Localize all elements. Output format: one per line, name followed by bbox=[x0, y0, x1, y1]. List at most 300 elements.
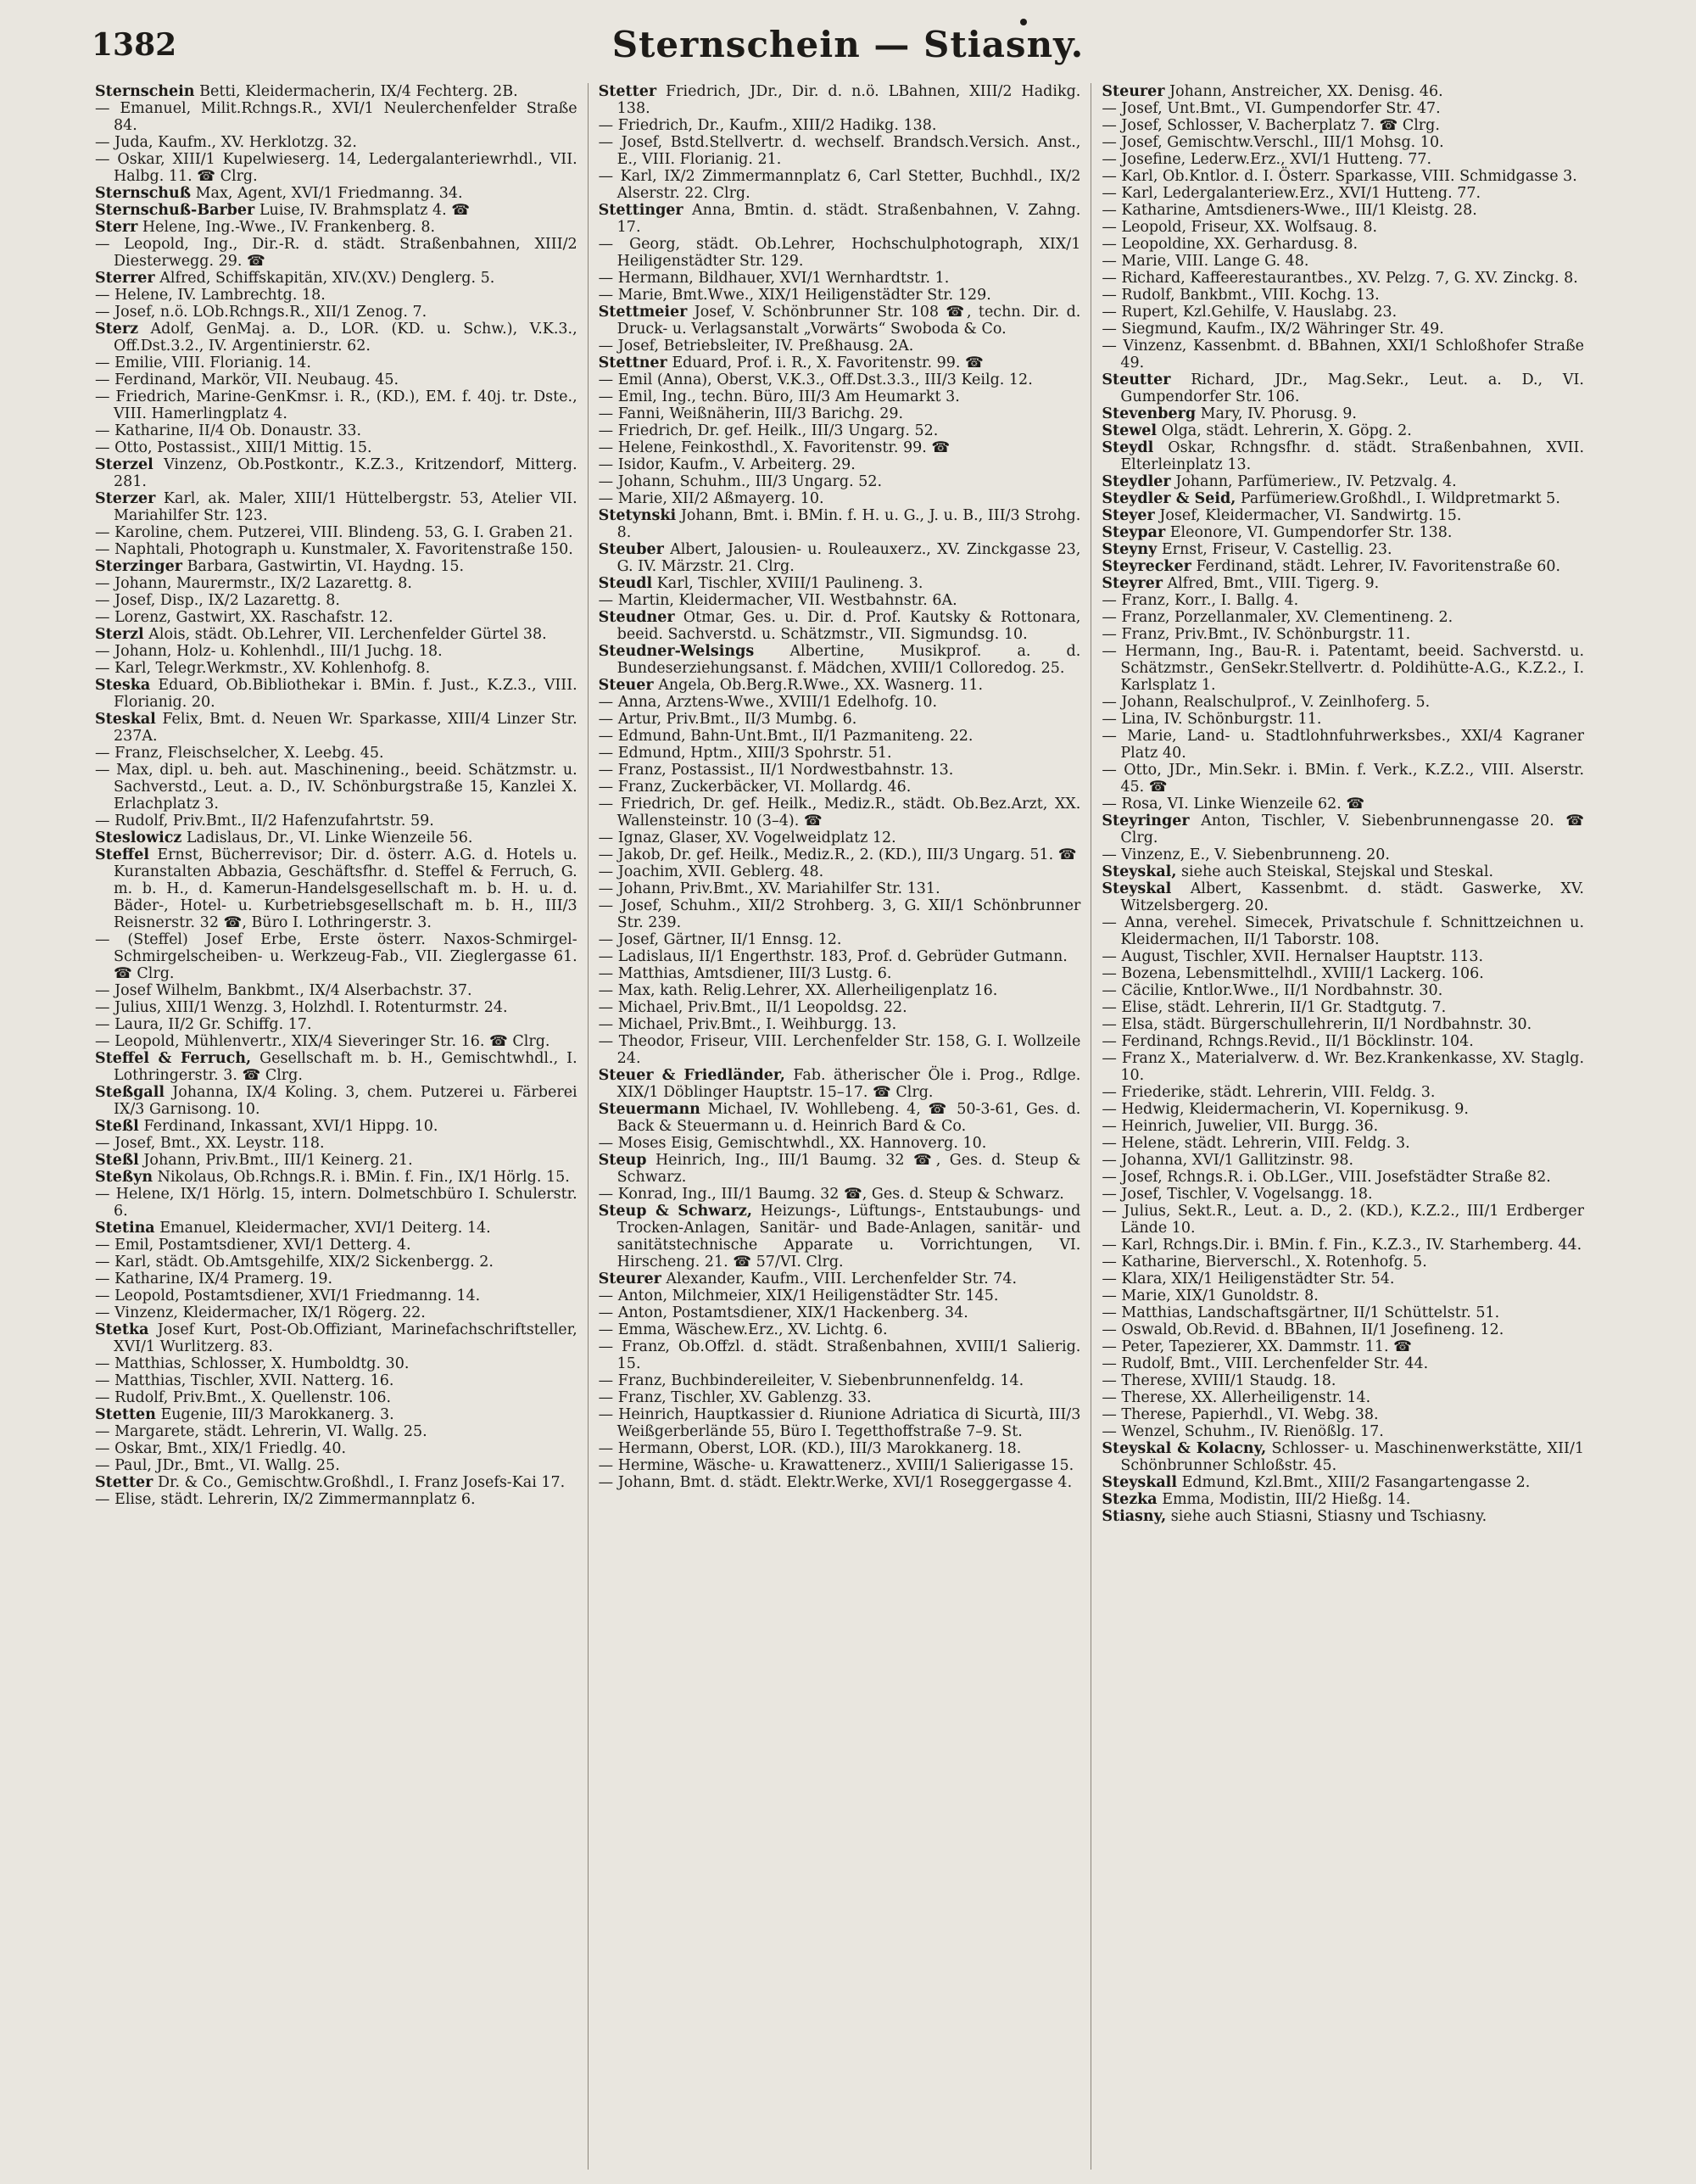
directory-entry bbox=[599, 762, 1081, 779]
entry-surname: Sterr bbox=[95, 219, 138, 236]
directory-entry bbox=[1102, 1203, 1584, 1237]
entry-surname: Steyer bbox=[1102, 507, 1155, 524]
directory-entry bbox=[1102, 117, 1584, 134]
directory-column-2 bbox=[588, 83, 1091, 2170]
directory-entry bbox=[599, 1203, 1081, 1271]
directory-entry bbox=[1102, 846, 1584, 863]
entry-surname: Steudl bbox=[598, 575, 653, 592]
entry-surname: Stetter bbox=[95, 1474, 153, 1491]
entry-details: — Johann, Priv.Bmt., XV. Mariahilfer Str. 131. bbox=[598, 880, 940, 897]
directory-entry bbox=[95, 541, 577, 558]
directory-entry bbox=[1102, 948, 1584, 965]
entry-details: Johanna, IX/4 Koling. 3, chem. Putzerei u. Färberei IX/3 Garnisong. 10. bbox=[114, 1084, 577, 1118]
page-number: 1382 bbox=[92, 27, 177, 63]
entry-details: — Theodor, Friseur, VIII. Lerchenfelder Str. 158, G. I. Wollzeile 24. bbox=[598, 1033, 1081, 1067]
directory-entry bbox=[95, 1033, 577, 1050]
entry-details: — Therese, XVIII/1 Staudg. 18. bbox=[1102, 1372, 1336, 1389]
entry-surname: Stettner bbox=[598, 355, 667, 371]
entry-details: — Max, dipl. u. beh. aut. Maschinening., beeid. Schätzmstr. u. Sachverstd., Leut. a. D., IV. Schönburgstraße 15, Kanzlei X. Erlachplatz 3. bbox=[95, 762, 577, 813]
entry-details: — Konrad, Ing., III/1 Baumg. 32 ☎, Ges. d. Steup & Schwarz. bbox=[598, 1186, 1064, 1203]
entry-details: — Rudolf, Priv.Bmt., II/2 Hafenzufahrtstr. 59. bbox=[95, 813, 434, 829]
directory-entry bbox=[599, 846, 1081, 863]
entry-surname: Stezka bbox=[1102, 1491, 1158, 1508]
directory-entry bbox=[95, 931, 577, 982]
directory-entry bbox=[599, 677, 1081, 694]
entry-details: — Cäcilie, Kntlor.Wwe., II/1 Nordbahnstr. 30. bbox=[1102, 982, 1443, 999]
entry-surname: Steup & Schwarz, bbox=[598, 1203, 752, 1220]
directory-entry bbox=[599, 134, 1081, 168]
entry-details: — (Steffel) Josef Erbe, Erste österr. Naxos-Schmirgel-Schmirgelscheiben- u. Werkzeug-Fab., VII. Zieglergasse 61. ☎ Clrg. bbox=[95, 931, 577, 982]
directory-entry bbox=[1102, 711, 1584, 728]
entry-details: — Karl, städt. Ob.Amtsgehilfe, XIX/2 Sickenbergg. 2. bbox=[95, 1254, 494, 1271]
directory-entry bbox=[1102, 168, 1584, 185]
directory-entry bbox=[1102, 1423, 1584, 1440]
entry-details: Barbara, Gastwirtin, VI. Haydng. 15. bbox=[187, 558, 465, 575]
directory-entry bbox=[1102, 1237, 1584, 1254]
entry-surname: Steßl bbox=[95, 1152, 139, 1169]
directory-column-3 bbox=[1091, 83, 1594, 2170]
entry-details: — Emilie, VIII. Florianig. 14. bbox=[95, 355, 311, 371]
entry-details: Josef Kurt, Post-Ob.Offiziant, Marinefachschriftsteller, XVI/1 Wurlitzerg. 83. bbox=[114, 1321, 577, 1355]
entry-details: Anton, Tischler, V. Siebenbrunnengasse 20. ☎ Clrg. bbox=[1120, 813, 1584, 846]
directory-entry bbox=[95, 1355, 577, 1372]
directory-columns bbox=[85, 83, 1594, 2170]
entry-surname: Steydl bbox=[1102, 439, 1154, 456]
directory-entry bbox=[599, 982, 1081, 999]
entry-details: Gesellschaft m. b. H., Gemischtwhdl., I. Lothringerstr. 3. ☎ Clrg. bbox=[114, 1050, 577, 1084]
directory-entry bbox=[95, 456, 577, 490]
entry-details: — Klara, XIX/1 Heiligenstädter Str. 54. bbox=[1102, 1271, 1395, 1287]
entry-details: Emanuel, Kleidermacher, XVI/1 Deiterg. 14. bbox=[159, 1220, 491, 1237]
entry-details: Angela, Ob.Berg.R.Wwe., XX. Wasnerg. 11. bbox=[658, 677, 984, 694]
directory-entry bbox=[95, 1084, 577, 1118]
directory-entry bbox=[95, 1118, 577, 1135]
entry-surname: Stewel bbox=[1102, 422, 1158, 439]
entry-surname: Stettmeier bbox=[598, 304, 688, 321]
directory-entry bbox=[1102, 1440, 1584, 1474]
entry-details: — Marie, Land- u. Stadtlohnfuhrwerksbes., XXI/4 Kagraner Platz 40. bbox=[1102, 728, 1585, 762]
directory-entry bbox=[95, 1237, 577, 1254]
entry-details: Emma, Modistin, III/2 Hießg. 14. bbox=[1162, 1491, 1411, 1508]
directory-entry bbox=[1102, 371, 1584, 405]
directory-entry bbox=[95, 575, 577, 592]
entry-surname: Steurer bbox=[598, 1271, 661, 1287]
directory-entry bbox=[95, 134, 577, 151]
entry-details: — Josef Wilhelm, Bankbmt., IX/4 Alserbachstr. 37. bbox=[95, 982, 472, 999]
entry-details: — Josef, Betriebsleiter, IV. Preßhausg. 2A. bbox=[598, 338, 914, 355]
directory-entry bbox=[95, 304, 577, 321]
directory-entry bbox=[1102, 914, 1584, 948]
entry-surname: Steyskal & Kolacny, bbox=[1102, 1440, 1267, 1457]
directory-entry bbox=[95, 982, 577, 999]
directory-entry bbox=[95, 371, 577, 388]
entry-details: Olga, städt. Lehrerin, X. Göpg. 2. bbox=[1161, 422, 1412, 439]
entry-details: — Friederike, städt. Lehrerin, VIII. Feldg. 3. bbox=[1102, 1084, 1436, 1101]
entry-surname: Sterzl bbox=[95, 626, 144, 643]
entry-surname: Sternschuß-Barber bbox=[95, 202, 255, 219]
entry-details: — Johann, Realschulprof., V. Zeinlhoferg. 5. bbox=[1102, 694, 1431, 711]
entry-surname: Steßl bbox=[95, 1118, 139, 1135]
entry-details: — Katharine, IX/4 Pramerg. 19. bbox=[95, 1271, 333, 1287]
entry-details: — Julius, Sekt.R., Leut. a. D., 2. (KD.), K.Z.2., III/1 Erdberger Lände 10. bbox=[1102, 1203, 1585, 1237]
entry-surname: Steurer bbox=[1102, 83, 1165, 100]
directory-entry bbox=[599, 338, 1081, 355]
directory-entry bbox=[1102, 1169, 1584, 1186]
entry-surname: Steffel bbox=[95, 846, 150, 863]
entry-details: — Juda, Kaufm., XV. Herklotzg. 32. bbox=[95, 134, 357, 151]
directory-entry bbox=[95, 762, 577, 813]
entry-details: — Josef, Gemischtw.Verschl., III/1 Mohsg. 10. bbox=[1102, 134, 1444, 151]
entry-details: — Marie, VIII. Lange G. 48. bbox=[1102, 253, 1309, 270]
directory-entry bbox=[599, 287, 1081, 304]
entry-details: — Matthias, Amtsdiener, III/3 Lustg. 6. bbox=[598, 965, 892, 982]
directory-entry bbox=[1102, 1135, 1584, 1152]
directory-entry bbox=[95, 1254, 577, 1271]
entry-details: — Anna, Arztens-Wwe., XVIII/1 Edelhofg. 10. bbox=[598, 694, 938, 711]
entry-details: — Elise, städt. Lehrerin, IX/2 Zimmermannplatz 6. bbox=[95, 1491, 476, 1508]
entry-details: Helene, Ing.-Wwe., IV. Frankenberg. 8. bbox=[142, 219, 436, 236]
entry-details: — Anna, verehel. Simecek, Privatschule f. Schnittzeichnen u. Kleidermachen, II/1 Taborstr. 108. bbox=[1102, 914, 1585, 948]
directory-entry bbox=[95, 745, 577, 762]
directory-entry bbox=[1102, 321, 1584, 338]
directory-entry bbox=[599, 202, 1081, 236]
entry-details: — Rudolf, Bmt., VIII. Lerchenfelder Str. 44. bbox=[1102, 1355, 1429, 1372]
entry-details: Edmund, Kzl.Bmt., XIII/2 Fasangartengasse 2. bbox=[1181, 1474, 1531, 1491]
entry-details: Josef, V. Schönbrunner Str. 108 ☎, techn. Dir. d. Druck- u. Verlagsanstalt „Vorwärts“ Swoboda & Co. bbox=[616, 304, 1081, 338]
entry-surname: Steuermann bbox=[598, 1101, 700, 1118]
directory-entry bbox=[1102, 253, 1584, 270]
entry-details: — Josefine, Lederw.Erz., XVI/1 Hutteng. 77. bbox=[1102, 151, 1432, 168]
entry-surname: Steyskal bbox=[1102, 880, 1172, 897]
directory-entry bbox=[95, 1389, 577, 1406]
directory-entry bbox=[599, 1474, 1081, 1491]
directory-entry bbox=[599, 1152, 1081, 1186]
directory-entry bbox=[95, 287, 577, 304]
directory-entry bbox=[1102, 1474, 1584, 1491]
entry-details: — Katharine, Amtsdieners-Wwe., III/1 Kleistg. 28. bbox=[1102, 202, 1477, 219]
entry-details: — Franz, Fleischselcher, X. Leebg. 45. bbox=[95, 745, 384, 762]
entry-surname: Steypar bbox=[1102, 524, 1166, 541]
directory-entry bbox=[95, 185, 577, 202]
directory-entry bbox=[599, 745, 1081, 762]
directory-entry bbox=[1102, 1355, 1584, 1372]
directory-entry bbox=[1102, 185, 1584, 202]
entry-details: — Therese, Papierhdl., VI. Webg. 38. bbox=[1102, 1406, 1379, 1423]
entry-surname: Steyny bbox=[1102, 541, 1158, 558]
entry-details: Eduard, Ob.Bibliothekar i. BMin. f. Just., K.Z.3., VIII. Florianig. 20. bbox=[114, 677, 577, 711]
entry-details: — Paul, JDr., Bmt., VI. Wallg. 25. bbox=[95, 1457, 340, 1474]
directory-entry bbox=[95, 813, 577, 829]
directory-entry bbox=[95, 524, 577, 541]
directory-entry bbox=[95, 1050, 577, 1084]
directory-entry bbox=[599, 1338, 1081, 1372]
entry-details: — Naphtali, Photograph u. Kunstmaler, X. Favoritenstraße 150. bbox=[95, 541, 573, 558]
entry-surname: Stettinger bbox=[598, 202, 683, 219]
entry-details: Adolf, GenMaj. a. D., LOR. (KD. u. Schw.), V.K.3., Off.Dst.3.2., IV. Argentinierstr. 62. bbox=[114, 321, 577, 355]
directory-entry bbox=[599, 1389, 1081, 1406]
directory-entry bbox=[1102, 1508, 1584, 1525]
directory-entry bbox=[599, 1440, 1081, 1457]
directory-entry bbox=[95, 100, 577, 134]
directory-entry bbox=[95, 660, 577, 677]
directory-entry bbox=[599, 1321, 1081, 1338]
entry-details: — Franz, Porzellanmaler, XV. Clementineng. 2. bbox=[1102, 609, 1453, 626]
directory-entry bbox=[599, 897, 1081, 931]
entry-details: — Franz, Priv.Bmt., IV. Schönburgstr. 11. bbox=[1102, 626, 1411, 643]
entry-surname: Steskal bbox=[95, 711, 156, 728]
directory-entry bbox=[95, 355, 577, 371]
entry-details: — Leopoldine, XX. Gerhardusg. 8. bbox=[1102, 236, 1358, 253]
directory-entry bbox=[1102, 643, 1584, 694]
directory-entry bbox=[599, 405, 1081, 422]
directory-entry bbox=[1102, 405, 1584, 422]
entry-details: — Helene, IV. Lambrechtg. 18. bbox=[95, 287, 326, 304]
directory-entry bbox=[95, 1457, 577, 1474]
entry-details: Fab. ätherischer Öle i. Prog., Rdlge. XIX/1 Döblinger Hauptstr. 15–17. ☎ Clrg. bbox=[616, 1067, 1081, 1101]
directory-entry bbox=[95, 999, 577, 1016]
directory-entry bbox=[95, 1423, 577, 1440]
entry-surname: Steutter bbox=[1102, 371, 1171, 388]
directory-entry bbox=[599, 1372, 1081, 1389]
entry-details: Albert, Kassenbmt. d. städt. Gaswerke, XV. Witzelsbergerg. 20. bbox=[1120, 880, 1584, 914]
directory-entry bbox=[95, 388, 577, 422]
entry-surname: Sternschuß bbox=[95, 185, 192, 202]
entry-details: Ernst, Friseur, V. Castellig. 23. bbox=[1161, 541, 1392, 558]
directory-entry bbox=[1102, 626, 1584, 643]
directory-entry bbox=[95, 1406, 577, 1423]
entry-details: — Michael, Priv.Bmt., II/1 Leopoldsg. 22. bbox=[598, 999, 907, 1016]
entry-details: — Oskar, Bmt., XIX/1 Friedlg. 40. bbox=[95, 1440, 347, 1457]
entry-details: Ernst, Bücherrevisor; Dir. d. österr. A.G. d. Hotels u. Kuranstalten Abbazia, Geschäftsfhr. d. Steffel & Ferruch, G. m. b. H., d. Kamerun-Handelsgesellschaft m. b. H. u. d. Bäder-, Hotel- u. Kurbetriebsgesellschaft m. b. H., III/3 Reisnerstr. 32 ☎, Büro I. Lothringerstr. 3. bbox=[114, 846, 577, 931]
directory-entry bbox=[95, 321, 577, 355]
directory-column-1 bbox=[85, 83, 588, 2170]
entry-details: — Matthias, Tischler, XVII. Natterg. 16. bbox=[95, 1372, 394, 1389]
entry-details: — Hermine, Wäsche- u. Krawattenerz., XVIII/1 Salierigasse 15. bbox=[598, 1457, 1074, 1474]
entry-details: — Otto, JDr., Min.Sekr. i. BMin. f. Verk., K.Z.2., VIII. Alserstr. 45. ☎ bbox=[1102, 762, 1585, 796]
entry-surname: Steffel & Ferruch, bbox=[95, 1050, 252, 1067]
entry-details: — Vinzenz, E., V. Siebenbrunneng. 20. bbox=[1102, 846, 1390, 863]
directory-entry bbox=[599, 779, 1081, 796]
entry-surname: Steyskal, bbox=[1102, 863, 1177, 880]
entry-surname: Steyringer bbox=[1102, 813, 1190, 829]
entry-details: — Emil, Postamtsdiener, XVI/1 Detterg. 4. bbox=[95, 1237, 411, 1254]
entry-details: — Leopold, Postamtsdiener, XVI/1 Friedmanng. 14. bbox=[95, 1287, 481, 1304]
entry-details: — Isidor, Kaufm., V. Arbeiterg. 29. bbox=[598, 456, 856, 473]
entry-details: — Karl, Rchngs.Dir. i. BMin. f. Fin., K.Z.3., IV. Starhemberg. 44. bbox=[1102, 1237, 1582, 1254]
directory-entry bbox=[1102, 236, 1584, 253]
directory-entry bbox=[599, 117, 1081, 134]
entry-details: — Ferdinand, Markör, VII. Neubaug. 45. bbox=[95, 371, 399, 388]
entry-details: — Johanna, XVI/1 Gallitzinstr. 98. bbox=[1102, 1152, 1354, 1169]
entry-details: Ferdinand, Inkassant, XVI/1 Hippg. 10. bbox=[143, 1118, 438, 1135]
directory-entry bbox=[95, 558, 577, 575]
entry-details: Eleonore, VI. Gumpendorfer Str. 138. bbox=[1169, 524, 1453, 541]
entry-details: — Edmund, Hptm., XIII/3 Spohrstr. 51. bbox=[598, 745, 892, 762]
entry-details: — Marie, XII/2 Aßmayerg. 10. bbox=[598, 490, 824, 507]
directory-entry bbox=[95, 490, 577, 524]
entry-details: — Leopold, Ing., Dir.-R. d. städt. Straßenbahnen, XIII/2 Diesterwegg. 29. ☎ bbox=[95, 236, 577, 270]
directory-entry bbox=[599, 439, 1081, 456]
directory-entry bbox=[1102, 1304, 1584, 1321]
entry-details: — Emanuel, Milit.Rchngs.R., XVI/1 Neulerchenfelder Straße 84. bbox=[95, 100, 577, 134]
entry-details: — Edmund, Bahn-Unt.Bmt., II/1 Pazmaniteng. 22. bbox=[598, 728, 974, 745]
entry-surname: Steuber bbox=[598, 541, 664, 558]
directory-entry bbox=[1102, 1389, 1584, 1406]
entry-details: Johann, Parfümeriew., IV. Petzvalg. 4. bbox=[1175, 473, 1457, 490]
directory-entry bbox=[1102, 541, 1584, 558]
directory-entry bbox=[1102, 813, 1584, 846]
directory-entry bbox=[1102, 287, 1584, 304]
entry-details: — Rupert, Kzl.Gehilfe, V. Hauslabg. 23. bbox=[1102, 304, 1398, 321]
directory-entry bbox=[599, 796, 1081, 829]
entry-details: — Karoline, chem. Putzerei, VIII. Blindeng. 53, G. I. Graben 21. bbox=[95, 524, 573, 541]
entry-surname: Steudner bbox=[598, 609, 675, 626]
entry-details: — Friedrich, Dr. gef. Heilk., Mediz.R., städt. Ob.Bez.Arzt, XX. Wallensteinstr. 10 (3–4). ☎ bbox=[598, 796, 1081, 829]
directory-entry bbox=[1102, 1406, 1584, 1423]
entry-details: Johann, Priv.Bmt., III/1 Keinerg. 21. bbox=[143, 1152, 413, 1169]
entry-details: — Max, kath. Relig.Lehrer, XX. Allerheiligenplatz 16. bbox=[598, 982, 998, 999]
entry-surname: Sterzinger bbox=[95, 558, 182, 575]
directory-entry bbox=[599, 728, 1081, 745]
directory-entry bbox=[95, 1491, 577, 1508]
entry-details: — Lina, IV. Schönburgstr. 11. bbox=[1102, 711, 1322, 728]
entry-details: Johann, Anstreicher, XX. Denisg. 46. bbox=[1169, 83, 1443, 100]
entry-surname: Stetka bbox=[95, 1321, 149, 1338]
directory-entry bbox=[1102, 880, 1584, 914]
entry-details: Nikolaus, Ob.Rchngs.R. i. BMin. f. Fin., IX/1 Hörlg. 15. bbox=[157, 1169, 570, 1186]
directory-entry bbox=[1102, 999, 1584, 1016]
directory-entry bbox=[1102, 134, 1584, 151]
entry-details: — Therese, XX. Allerheiligenstr. 14. bbox=[1102, 1389, 1371, 1406]
entry-details: Ladislaus, Dr., VI. Linke Wienzeile 56. bbox=[186, 829, 473, 846]
entry-details: — Josef, Schuhm., XII/2 Strohberg. 3, G. XII/1 Schönbrunner Str. 239. bbox=[598, 897, 1081, 931]
entry-details: — Friedrich, Dr. gef. Heilk., III/3 Ungarg. 52. bbox=[598, 422, 939, 439]
entry-details: — Josef, Tischler, V. Vogelsangg. 18. bbox=[1102, 1186, 1373, 1203]
directory-entry bbox=[599, 1457, 1081, 1474]
entry-details: Friedrich, JDr., Dir. d. n.ö. LBahnen, XIII/2 Hadikg. 138. bbox=[616, 83, 1081, 117]
directory-entry bbox=[599, 1101, 1081, 1135]
directory-entry bbox=[1102, 863, 1584, 880]
directory-entry bbox=[599, 1304, 1081, 1321]
directory-entry bbox=[599, 965, 1081, 982]
entry-details: — Julius, XIII/1 Wenzg. 3, Holzhdl. I. Rotenturmstr. 24. bbox=[95, 999, 508, 1016]
entry-details: — Franz X., Materialverw. d. Wr. Bez.Krankenkasse, XV. Staglg. 10. bbox=[1102, 1050, 1585, 1084]
entry-details: — Heinrich, Juwelier, VII. Burgg. 36. bbox=[1102, 1118, 1379, 1135]
entry-surname: Steudner-Welsings bbox=[598, 643, 755, 660]
directory-entry bbox=[95, 1016, 577, 1033]
entry-details: — Oskar, XIII/1 Kupelwieserg. 14, Ledergalanteriewrhdl., VII. Halbg. 11. ☎ Clrg. bbox=[95, 151, 577, 185]
entry-details: — Vinzenz, Kleidermacher, IX/1 Rögerg. 22. bbox=[95, 1304, 426, 1321]
entry-details: — Karl, Ob.Kntlor. d. I. Österr. Sparkasse, VIII. Schmidgasse 3. bbox=[1102, 168, 1577, 185]
directory-entry bbox=[1102, 1016, 1584, 1033]
entry-details: — Josef, Bmt., XX. Leystr. 118. bbox=[95, 1135, 325, 1152]
entry-details: — Matthias, Landschaftsgärtner, II/1 Schüttelstr. 51. bbox=[1102, 1304, 1500, 1321]
directory-entry bbox=[599, 1287, 1081, 1304]
entry-details: Karl, ak. Maler, XIII/1 Hüttelbergstr. 53, Atelier VII. Mariahilfer Str. 123. bbox=[114, 490, 577, 524]
entry-surname: Steyrecker bbox=[1102, 558, 1191, 575]
directory-entry bbox=[599, 1271, 1081, 1287]
directory-entry bbox=[95, 711, 577, 745]
entry-details: — Karl, IX/2 Zimmermannplatz 6, Carl Stetter, Buchhdl., IX/2 Alserstr. 22. Clrg. bbox=[598, 168, 1081, 202]
entry-details: — Michael, Priv.Bmt., I. Weihburgg. 13. bbox=[598, 1016, 897, 1033]
entry-details: — Peter, Tapezierer, XX. Dammstr. 11. ☎ bbox=[1102, 1338, 1412, 1355]
directory-entry bbox=[599, 609, 1081, 643]
entry-details: — Joachim, XVII. Geblerg. 48. bbox=[598, 863, 824, 880]
entry-details: — Franz, Postassist., II/1 Nordwestbahnstr. 13. bbox=[598, 762, 954, 779]
directory-entry bbox=[1102, 439, 1584, 473]
directory-entry bbox=[1102, 338, 1584, 371]
directory-entry bbox=[1102, 609, 1584, 626]
directory-entry bbox=[1102, 524, 1584, 541]
entry-surname: Steuer & Friedländer, bbox=[598, 1067, 785, 1084]
entry-details: — Emma, Wäschew.Erz., XV. Lichtg. 6. bbox=[598, 1321, 888, 1338]
directory-entry bbox=[599, 541, 1081, 575]
entry-details: — Josef, Gärtner, II/1 Ennsg. 12. bbox=[598, 931, 842, 948]
directory-entry bbox=[1102, 796, 1584, 813]
entry-details: Eduard, Prof. i. R., X. Favoritenstr. 99. ☎ bbox=[672, 355, 984, 371]
entry-details: — Rudolf, Priv.Bmt., X. Quellenstr. 106. bbox=[95, 1389, 392, 1406]
directory-entry bbox=[95, 1220, 577, 1237]
entry-details: — Katharine, Bierverschl., X. Rotenhofg. 5. bbox=[1102, 1254, 1427, 1271]
directory-entry bbox=[1102, 1050, 1584, 1084]
directory-entry bbox=[599, 1186, 1081, 1203]
entry-details: — Matthias, Schlosser, X. Humboldtg. 30. bbox=[95, 1355, 410, 1372]
entry-details: Dr. & Co., Gemischtw.Großhdl., I. Franz Josefs-Kai 17. bbox=[157, 1474, 566, 1491]
entry-surname: Stetten bbox=[95, 1406, 156, 1423]
entry-details: — Hedwig, Kleidermacherin, VI. Kopernikusg. 9. bbox=[1102, 1101, 1469, 1118]
entry-surname: Stiasny, bbox=[1102, 1508, 1167, 1525]
entry-details: Alois, städt. Ob.Lehrer, VII. Lerchenfelder Gürtel 38. bbox=[148, 626, 547, 643]
directory-entry bbox=[95, 829, 577, 846]
entry-details: Max, Agent, XVI/1 Friedmanng. 34. bbox=[195, 185, 463, 202]
directory-entry bbox=[1102, 558, 1584, 575]
entry-surname: Steuer bbox=[598, 677, 654, 694]
entry-details: — Margarete, städt. Lehrerin, VI. Wallg. 25. bbox=[95, 1423, 427, 1440]
entry-details: Schlosser- u. Maschinenwerkstätte, XII/1 Schönbrunner Schloßstr. 45. bbox=[1120, 1440, 1584, 1474]
directory-entry bbox=[95, 1372, 577, 1389]
entry-details: — Artur, Priv.Bmt., II/3 Mumbg. 6. bbox=[598, 711, 857, 728]
directory-entry bbox=[599, 236, 1081, 270]
running-title: Sternschein — Stiasny. bbox=[611, 24, 1085, 65]
entry-details: — Anton, Milchmeier, XIX/1 Heiligenstädter Str. 145. bbox=[598, 1287, 999, 1304]
entry-details: — Rudolf, Bankbmt., VIII. Kochg. 13. bbox=[1102, 287, 1380, 304]
directory-entry bbox=[599, 643, 1081, 677]
entry-details: — Ladislaus, II/1 Engerthstr. 183, Prof. d. Gebrüder Gutmann. bbox=[598, 948, 1068, 965]
entry-details: — Ferdinand, Rchngs.Revid., II/1 Böcklinstr. 104. bbox=[1102, 1033, 1474, 1050]
directory-entry bbox=[95, 83, 577, 100]
directory-entry bbox=[599, 694, 1081, 711]
directory-entry bbox=[95, 1169, 577, 1186]
entry-details: Albert, Jalousien- u. Rouleauxerz., XV. Zinckgasse 23, G. IV. Märzstr. 21. Clrg. bbox=[616, 541, 1081, 575]
directory-entry bbox=[1102, 507, 1584, 524]
entry-details: — Josef, Unt.Bmt., VI. Gumpendorfer Str. 47. bbox=[1102, 100, 1441, 117]
directory-entry bbox=[599, 507, 1081, 541]
entry-details: — Helene, IX/1 Hörlg. 15, intern. Dolmetschbüro I. Schulerstr. 6. bbox=[95, 1186, 577, 1220]
entry-details: — Helene, Feinkosthdl., X. Favoritenstr. 99. ☎ bbox=[598, 439, 951, 456]
directory-entry bbox=[599, 1406, 1081, 1440]
entry-details: Heinrich, Ing., III/1 Baumg. 32 ☎, Ges. d. Steup & Schwarz. bbox=[616, 1152, 1081, 1186]
entry-surname: Steska bbox=[95, 677, 151, 694]
directory-entry bbox=[599, 304, 1081, 338]
entry-details: Josef, Kleidermacher, VI. Sandwirtg. 15. bbox=[1159, 507, 1462, 524]
entry-details: — Hermann, Oberst, LOR. (KD.), III/3 Marokkanerg. 18. bbox=[598, 1440, 1022, 1457]
directory-entry bbox=[95, 677, 577, 711]
directory-entry bbox=[599, 355, 1081, 371]
entry-surname: Sterz bbox=[95, 321, 139, 338]
entry-details: — Lorenz, Gastwirt, XX. Raschafstr. 12. bbox=[95, 609, 393, 626]
entry-details: — Elsa, städt. Bürgerschullehrerin, II/1 Nordbahnstr. 30. bbox=[1102, 1016, 1532, 1033]
entry-details: Ferdinand, städt. Lehrer, IV. Favoritenstraße 60. bbox=[1196, 558, 1561, 575]
